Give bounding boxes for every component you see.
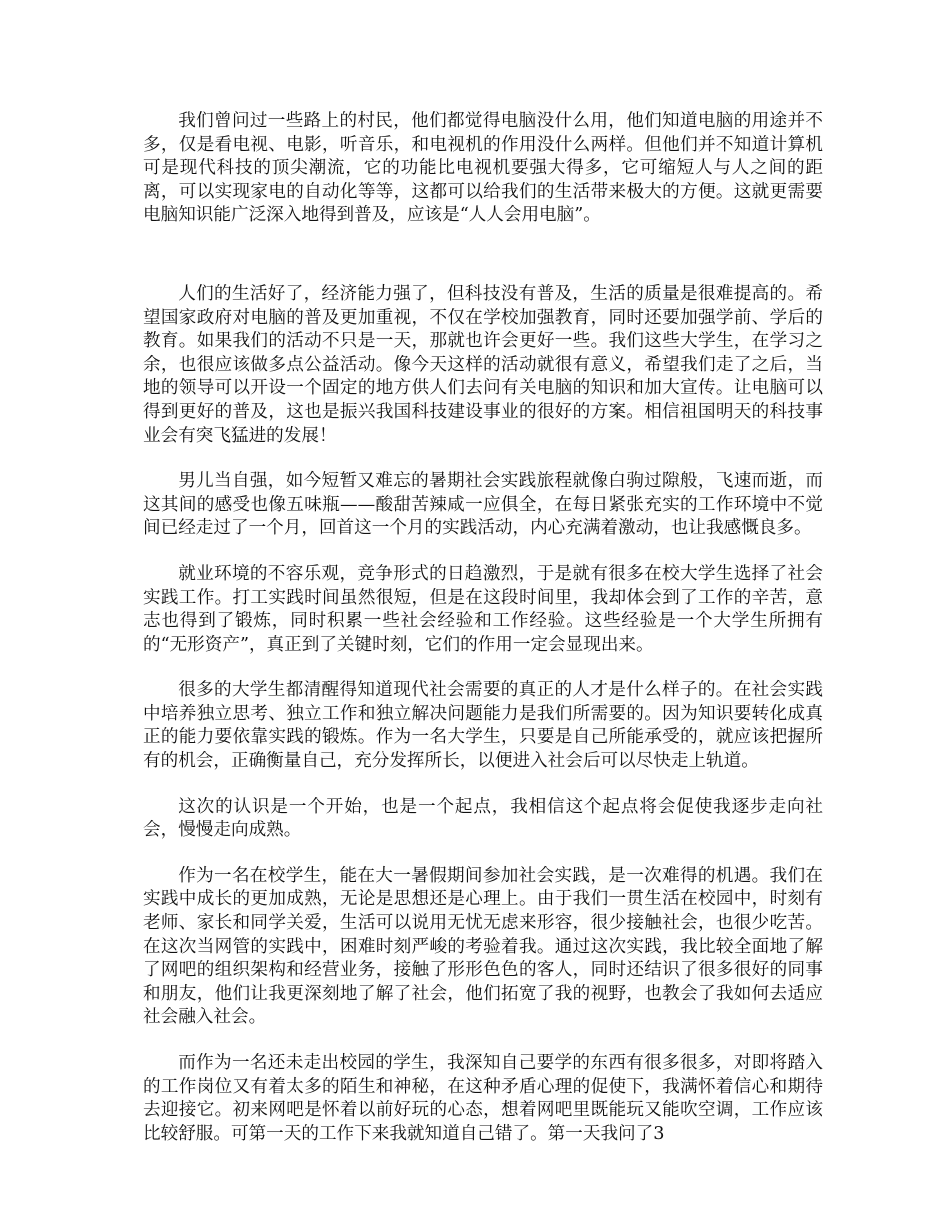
paragraph-7: 作为一名在校学生，能在大一暑假期间参加社会实践，是一次难得的机遇。我们在实践中成长的更加成熟，无论是思想还是心理上。由于我们一贯生活在校园中，时刻有老师、家长和同学关爱，生活可以说用无忧无虑来形容，很少接触社会，也很少吃苦。在这次当网管的实践中，困难时刻严峻的考验着我。通过这次实践，我比较全面地了解了网吧的组织架构和经营业务，接触了形形色色的客人，同时还结识了很多很好的同事和朋友，他们让我更深刻地了解了社会，他们拓宽了我的视野，也教会了我如何去适应社会融入社会。 [143,865,823,1028]
paragraph-3: 男儿当自强，如今短暂又难忘的暑期社会实践旅程就像白驹过隙般，飞速而逝，而这其间的感受也像五味瓶——酸甜苦辣咸一应俱全，在每日紧张充实的工作环境中不觉间已经走过了一个月，回首这一个月的实践活动，内心充满着激动，也让我感慨良多。 [143,471,823,539]
paragraph-1: 我们曾问过一些路上的村民，他们都觉得电脑没什么用，他们知道电脑的用途并不多，仅是看电视、电影，听音乐，和电视机的作用没什么两样。但他们并不知道计算机可是现代科技的顶尖潮流，它的功能比电视机要强大得多，它可缩短人与人之间的距离，可以实现家电的自动化等等，这都可以给我们的生活带来极大的方便。这就更需要电脑知识能广泛深入地得到普及，应该是“人人会用电脑”。 [143,111,823,226]
paragraph-6: 这次的认识是一个开始，也是一个起点，我相信这个起点将会促使我逐步走向社会，慢慢走向成熟。 [143,796,823,841]
paragraph-5: 很多的大学生都清醒得知道现代社会需要的真正的人才是什么样子的。在社会实践中培养独立思考、独立工作和独立解决问题能力是我们所需要的。因为知识要转化成真正的能力要依靠实践的锻炼。作为一名大学生，只要是自己所能承受的，就应该把握所有的机会，正确衡量自己，充分发挥所长，以便进入社会后可以尽快走上轨道。 [143,680,823,772]
paragraph-8: 而作为一名还未走出校园的学生，我深知自己要学的东西有很多很多，对即将踏入的工作岗位又有着太多的陌生和神秘，在这种矛盾心理的促使下，我满怀着信心和期待去迎接它。初来网吧是怀着以前好玩的心态，想着网吧里既能玩又能吹空调，工作应该比较舒服。可第一天的工作下来我就知道自己错了。第一天我问了3 [143,1053,823,1144]
document-body [143,110,823,1146]
paragraph-2: 人们的生活好了，经济能力强了，但科技没有普及，生活的质量是很难提高的。希望国家政府对电脑的普及更加重视，不仅在学校加强教育，同时还要加强学前、学后的教育。如果我们的活动不只是一天，那就也许会更好一些。我们这些大学生，在学习之余，也很应该做多点公益活动。像今天这样的活动就很有意义，希望我们走了之后，当地的领导可以开设一个固定的地方供人们去问有关电脑的知识和加大宣传。让电脑可以得到更好的普及，这也是振兴我国科技建设事业的很好的方案。相信祖国明天的科技事业会有突飞猛进的发展！ [143,283,823,446]
paragraph-4: 就业环境的不容乐观，竞争形式的日趋激烈，于是就有很多在校大学生选择了社会实践工作。打工实践时间虽然很短，但是在这段时间里，我却体会到了工作的辛苦，意志也得到了锻炼，同时积累一些社会经验和工作经验。这些经验是一个大学生所拥有的“无形资产”，真正到了关键时刻，它们的作用一定会显现出来。 [143,563,823,655]
